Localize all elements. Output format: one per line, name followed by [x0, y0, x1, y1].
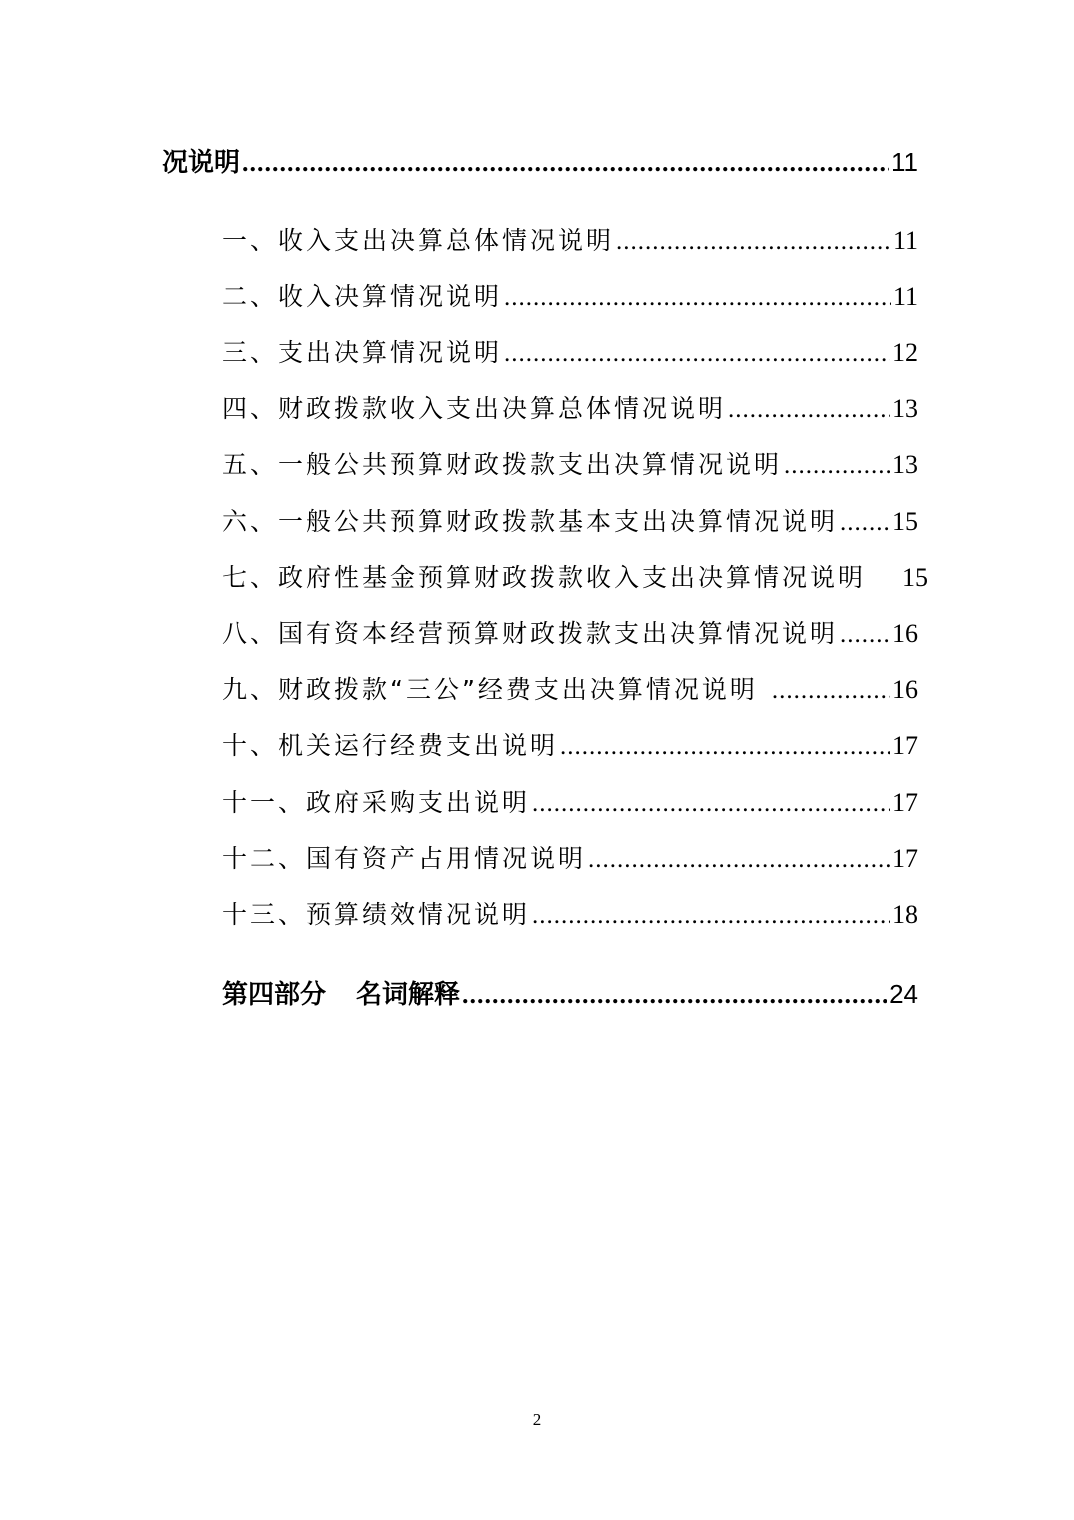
toc-entry-page: 11 — [891, 147, 918, 177]
toc-leader-dots — [532, 790, 890, 818]
toc-entry[interactable] — [222, 277, 918, 313]
toc-entry-page: 11 — [892, 226, 918, 255]
toc-leader-dots — [560, 733, 890, 761]
toc-entry[interactable] — [222, 389, 918, 425]
toc-leader-dots — [772, 677, 890, 705]
toc-entry-title: 八、国有资本经营预算财政拨款支出决算情况说明 — [222, 619, 839, 648]
toc-leader-dots — [784, 452, 890, 480]
part-title: 名词解释 — [356, 980, 461, 1010]
toc-entry-title: 十二、国有资产占用情况说明 — [222, 844, 587, 873]
toc-entry-title: 四、财政拨款收入支出决算总体情况说明 — [222, 394, 727, 423]
toc-entry[interactable] — [222, 895, 918, 931]
toc-entry-continued[interactable] — [162, 142, 918, 179]
toc-entry-title — [222, 974, 460, 1011]
toc-entry-page: 15 — [902, 563, 928, 592]
toc-entry[interactable] — [222, 445, 918, 481]
toc-leader-dots — [242, 148, 889, 178]
toc-entry-page: 17 — [892, 844, 918, 873]
toc-entry-page: 16 — [892, 619, 918, 648]
toc-entry[interactable] — [222, 221, 918, 257]
toc-entry[interactable] — [222, 670, 918, 706]
toc-entry-title: 十一、政府采购支出说明 — [222, 788, 531, 817]
toc-entry-page: 17 — [892, 731, 918, 760]
toc-entry-title: 三、支出决算情况说明 — [222, 338, 503, 367]
toc-leader-dots — [588, 846, 890, 874]
toc-entry-page: 17 — [892, 788, 918, 817]
toc-entry-page: 18 — [892, 900, 918, 929]
toc-entry[interactable] — [222, 839, 918, 875]
toc-entry-title: 二、收入决算情况说明 — [222, 282, 503, 311]
toc-entry-title: 十、机关运行经费支出说明 — [222, 731, 559, 760]
toc-entry-title: 十三、预算绩效情况说明 — [222, 900, 531, 929]
page-number: 2 — [532, 1410, 542, 1429]
toc-entry-title: 一、收入支出决算总体情况说明 — [222, 226, 615, 255]
toc-leader-dots — [728, 396, 890, 424]
toc-entry[interactable] — [222, 783, 918, 819]
toc-entry[interactable] — [222, 558, 928, 594]
toc-entry-title: 况说明 — [162, 148, 241, 178]
toc-leader-dots — [532, 902, 890, 930]
part-label: 第四部分 — [222, 980, 327, 1010]
toc-entry-page: 24 — [889, 979, 918, 1009]
toc-entry-title: 七、政府性基金预算财政拨款收入支出决算情况说明 — [222, 563, 867, 592]
toc-leader-dots — [616, 228, 891, 256]
toc-entry-title: 六、一般公共预算财政拨款基本支出决算情况说明 — [222, 507, 839, 536]
toc-entry-title: 九、财政拨款“三公”经费支出决算情况说明 — [222, 675, 758, 704]
toc-entry-page: 13 — [892, 450, 918, 479]
toc-entry-title: 五、一般公共预算财政拨款支出决算情况说明 — [222, 450, 783, 479]
toc-leader-dots — [840, 509, 890, 537]
toc-entry[interactable] — [222, 502, 918, 538]
toc-entry[interactable] — [222, 614, 918, 650]
toc-entry-page: 16 — [892, 675, 918, 704]
toc-entry-page: 11 — [892, 282, 918, 311]
toc-entry-part-four[interactable] — [222, 974, 918, 1011]
toc-entry[interactable] — [222, 333, 918, 369]
toc-entry-page: 12 — [892, 338, 918, 367]
toc-leader-dots — [840, 621, 890, 649]
toc-leader-dots — [462, 980, 887, 1010]
toc-entry[interactable] — [222, 726, 918, 762]
toc-entry-page: 15 — [892, 507, 918, 536]
toc-leader-dots — [504, 340, 890, 368]
toc-entry-page: 13 — [892, 394, 918, 423]
toc-leader-dots — [504, 284, 891, 312]
